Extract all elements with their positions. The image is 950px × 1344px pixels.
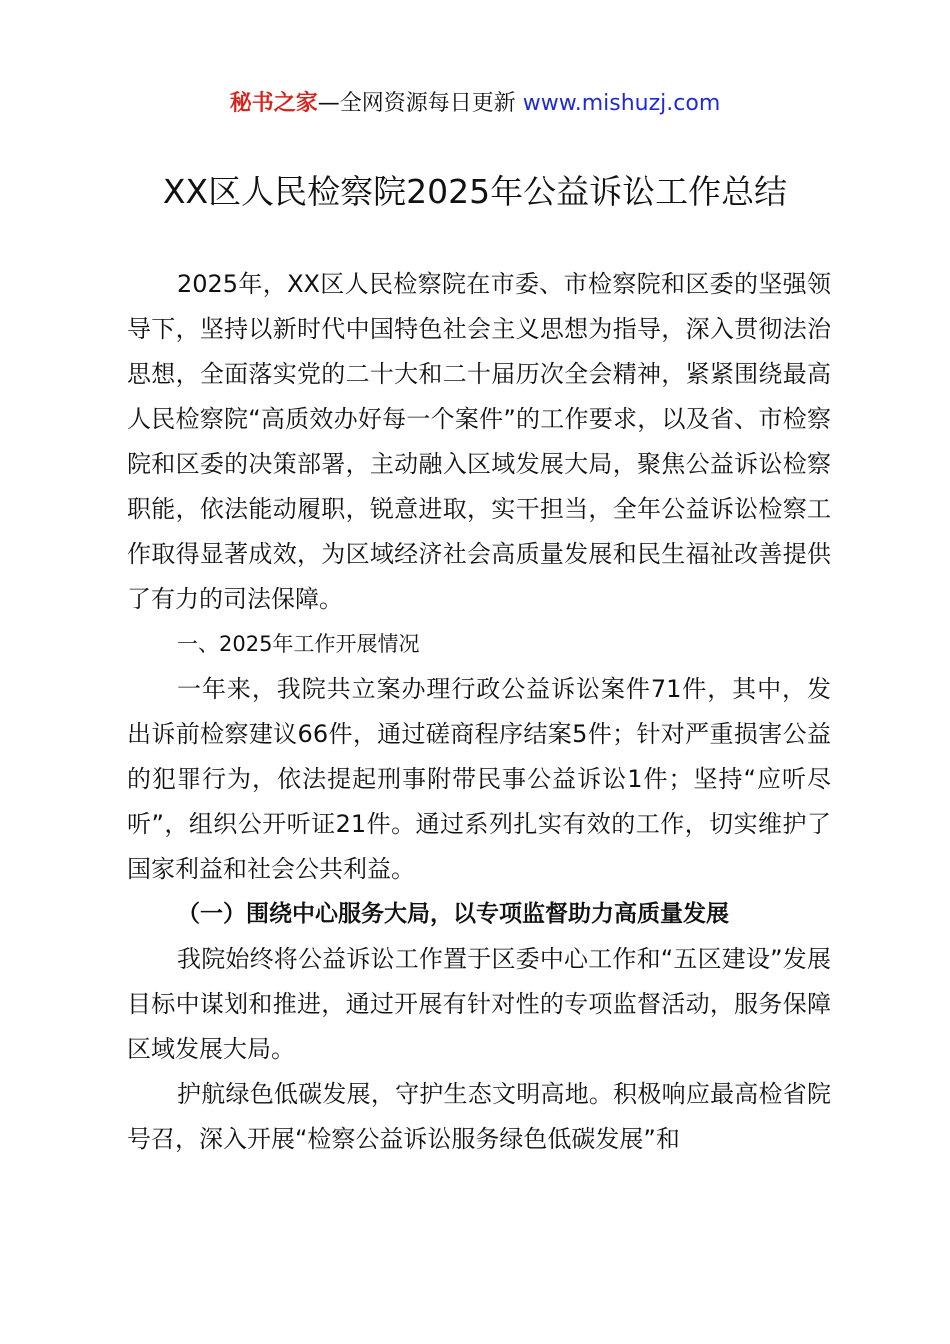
subsection-paragraph: 我院始终将公益诉讼工作置于区委中心工作和“五区建设”发展目标中谋划和推进，通过开展有针对性的专项监督活动，服务保障区域发展大局。 <box>127 945 831 1063</box>
intro-paragraph: 2025年，XX区人民检察院在市委、市检察院和区委的坚强领导下，坚持以新时代中国特色社会主义思想为指导，深入贯彻法治思想，全面落实党的二十大和二十届历次全会精神，紧紧围绕最高人民检察院“高质效办好每一个案件”的工作要求，以及省、市检察院和区委的决策部署，主动融入区域发展大局，聚焦公益诉讼检察职能，依法能动履职，锐意进取，实干担当，全年公益诉讼检察工作取得显著成效，为区域经济社会高质量发展和民生福祉改善提供了有力的司法保障。 <box>127 270 831 613</box>
brand-name: 秘书之家 <box>229 91 318 116</box>
subsection-paragraph-2: 护航绿色低碳发展，守护生态文明高地。积极响应最高检省院号召，深入开展“检察公益诉讼服务绿色低碳发展”和 <box>127 1080 831 1153</box>
header-tagline: —全网资源每日更新 <box>317 91 516 116</box>
subsection-heading: （一）围绕中心服务大局，以专项监督助力高质量发展 <box>177 901 729 927</box>
section-paragraph: 一年来，我院共立案办理行政公益诉讼案件71件，其中，发出诉前检察建议66件，通过磋商程序结案5件；针对严重损害公益的犯罪行为，依法提起刑事附带民事公益诉讼1件；坚持“应听尽听”，组织公开听证21件。通过系列扎实有效的工作，切实维护了国家利益和社会公共利益。 <box>127 675 831 883</box>
site-header <box>0 88 950 120</box>
document-title: XX区人民检察院2025年公益诉讼工作总结 <box>162 172 788 211</box>
site-url-link[interactable]: www.mishuzj.com <box>522 91 721 116</box>
document-body <box>127 262 831 1162</box>
section-heading: 一、2025年工作开展情况 <box>177 632 420 656</box>
